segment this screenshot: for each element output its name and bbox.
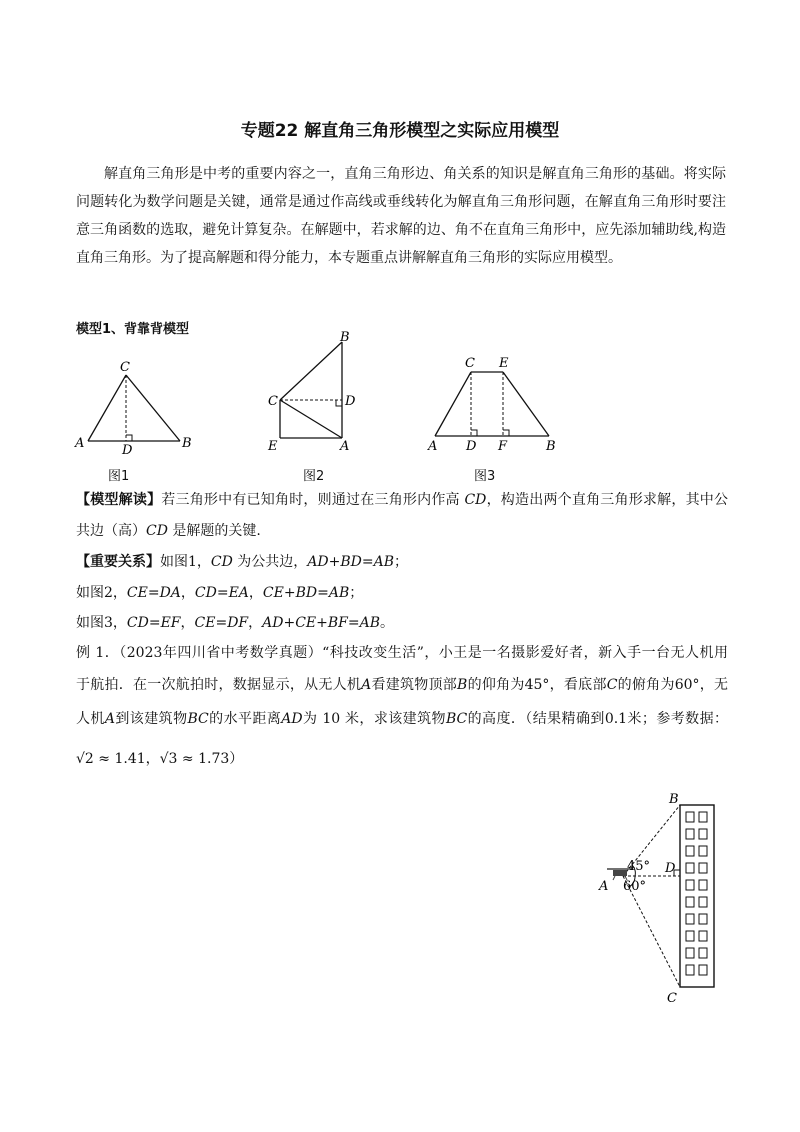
building-window <box>686 863 694 873</box>
building-window <box>699 829 707 839</box>
fig1-caption: 图1 <box>108 469 130 484</box>
label-d: D <box>665 861 676 876</box>
fig3-side-eb <box>503 372 549 436</box>
building <box>680 805 714 987</box>
building-window <box>686 812 694 822</box>
relation-line-3: 如图3，CD=EF，CE=DF，AD+CE+BF=AB。 <box>76 615 394 631</box>
building-window <box>699 897 707 907</box>
fig2-side-cb <box>280 342 342 400</box>
figure-3 <box>425 350 565 455</box>
building-window <box>686 897 694 907</box>
fig3-label-b: B <box>546 439 556 454</box>
fig1-label-b: B <box>182 436 192 451</box>
relation-line-1: 【重要关系】如图1，CD 为公共边，AD+BD=AB； <box>76 554 409 570</box>
label-c: C <box>667 991 677 1006</box>
model-interpretation-line2: 共边（高）CD 是解题的关键. <box>76 523 261 539</box>
fig2-side-ca <box>280 400 342 438</box>
building-window <box>699 914 707 924</box>
fig3-caption: 图3 <box>474 469 496 484</box>
building-window <box>686 931 694 941</box>
building-windows <box>686 812 707 975</box>
building-window <box>699 931 707 941</box>
building-window <box>686 965 694 975</box>
building-window <box>686 846 694 856</box>
building-window <box>699 863 707 873</box>
example-reference-data: √2 ≈ 1.41，√3 ≈ 1.73） <box>76 751 244 767</box>
fig2-label-c: C <box>268 394 278 409</box>
fig3-right-angle-mark-d <box>471 430 477 436</box>
building-window <box>699 846 707 856</box>
building-window <box>686 914 694 924</box>
fig2-right-angle-mark <box>336 400 342 406</box>
page-title: 专题22 解直角三角形模型之实际应用模型 <box>240 121 560 141</box>
fig2-label-e: E <box>268 439 278 454</box>
fig1-label-d: D <box>122 443 133 455</box>
model-interpretation-label: 【模型解读】 <box>76 492 162 508</box>
fig1-label-a: A <box>75 436 85 451</box>
building-window <box>699 948 707 958</box>
fig1-side-ac <box>88 375 126 441</box>
fig2-label-a: A <box>340 439 350 454</box>
fig3-side-ac <box>435 372 471 436</box>
model-interpretation-line1: 【模型解读】若三角形中有已知角时，则通过在三角形内作高 CD，构造出两个直角三角形求解，其中公 <box>76 492 729 508</box>
fig3-label-f: F <box>498 439 508 454</box>
fig1-side-bc <box>126 375 180 441</box>
example-line-2: 于航拍．在一次航拍时，数据显示，从无人机A看建筑物顶部B的仰角为45°，看底部C的俯角为60°，无 <box>76 677 729 693</box>
example-line-3: 人机A到该建筑物BC的水平距离AD为 10 米，求该建筑物BC的高度．（结果精确到0.1米；参考数据： <box>76 711 729 727</box>
building-window <box>686 880 694 890</box>
fig2-label-b: B <box>340 330 350 345</box>
figure-1 <box>72 355 202 455</box>
relations-label: 【重要关系】 <box>76 554 160 570</box>
figure-2 <box>260 330 370 455</box>
label-angle-60: 60° <box>623 879 647 894</box>
building-window <box>699 880 707 890</box>
fig3-right-angle-mark-f <box>503 430 509 436</box>
example-line-1: 例 1．（2023年四川省中考数学真题）“科技改变生活”，小王是一名摄影爱好者，新入手一台无人机用 <box>76 645 728 661</box>
building-figure <box>585 790 735 1010</box>
fig3-label-a: A <box>428 439 438 454</box>
fig2-caption: 图2 <box>303 469 325 484</box>
label-b: B <box>669 792 679 807</box>
building-window <box>699 965 707 975</box>
fig3-label-e: E <box>499 356 509 371</box>
building-window <box>699 812 707 822</box>
fig2-label-d: D <box>345 394 356 409</box>
intro-paragraph: 解直角三角形是中考的重要内容之一，直角三角形边、角关系的知识是解直角三角形的基础。将实际问题转化为数学问题是关键，通常是通过作高线或垂线转化为解直角三角形问题，在解直角三角形时要注意三角函数的选取，避免计算复杂。在解题中，若求解的边、角不在直角三角形中，应先添加辅助线,构造直角三角形。为了提高解题和得分能力，本专题重点讲解解直角三角形的实际应用模型。 <box>76 166 726 266</box>
building-window <box>686 829 694 839</box>
relation-line-2: 如图2，CE=DA，CD=EA，CE+BD=AB； <box>76 585 364 601</box>
fig3-label-d: D <box>466 439 477 454</box>
label-angle-45: 45° <box>627 859 651 874</box>
fig3-label-c: C <box>465 356 475 371</box>
label-a: A <box>599 879 609 894</box>
building-window <box>686 948 694 958</box>
model1-heading: 模型1、背靠背模型 <box>76 322 190 337</box>
fig1-right-angle-mark <box>126 435 132 441</box>
fig1-label-c: C <box>120 360 130 375</box>
